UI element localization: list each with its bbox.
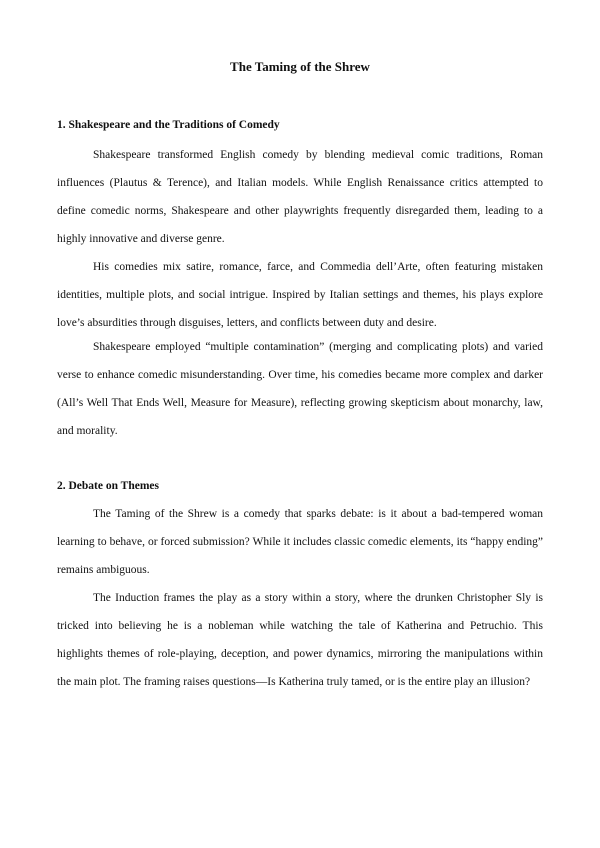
section-1-paragraph-3: Shakespeare employed “multiple contamination” (merging and complicating plots) and varied verse to enhance comedic misunderstanding. Over time, his comedies became more complex and darker (All’s Well That Ends Well, Measure for Measure), reflecting growing skepticism about monarchy, law, and morality. <box>57 341 543 437</box>
section-2-paragraph-1: The Taming of the Shrew is a comedy that sparks debate: is it about a bad-tempered woman learning to behave, or forced submission? While it includes classic comedic elements, its “happy ending” remains ambiguous. <box>57 508 543 576</box>
section-1-paragraph-1: Shakespeare transformed English comedy by blending medieval comic traditions, Roman influences (Plautus & Terence), and Italian models. While English Renaissance critics attempted to define comedic norms, Shakespeare and other playwrights frequently disregarded them, leading to a highly innovative and diverse genre. <box>57 149 543 245</box>
section-1-paragraph-2: His comedies mix satire, romance, farce, and Commedia dell’Arte, often featuring mistaken identities, multiple plots, and social intrigue. Inspired by Italian settings and themes, his plays explore love’s absurdities through disguises, letters, and conflicts between duty and desire. <box>57 261 543 329</box>
section-1-heading: 1. Shakespeare and the Traditions of Comedy <box>57 119 280 131</box>
document-title: The Taming of the Shrew <box>230 59 370 74</box>
section-2-paragraph-2: The Induction frames the play as a story within a story, where the drunken Christopher Sly is tricked into believing he is a nobleman while watching the tale of Katherina and Petruchio. This highlights themes of role-playing, deception, and power dynamics, mirroring the manipulations within the main plot. The framing raises questions—Is Katherina truly tamed, or is the entire play an illusion? <box>57 592 543 688</box>
section-2-heading: 2. Debate on Themes <box>57 480 160 492</box>
